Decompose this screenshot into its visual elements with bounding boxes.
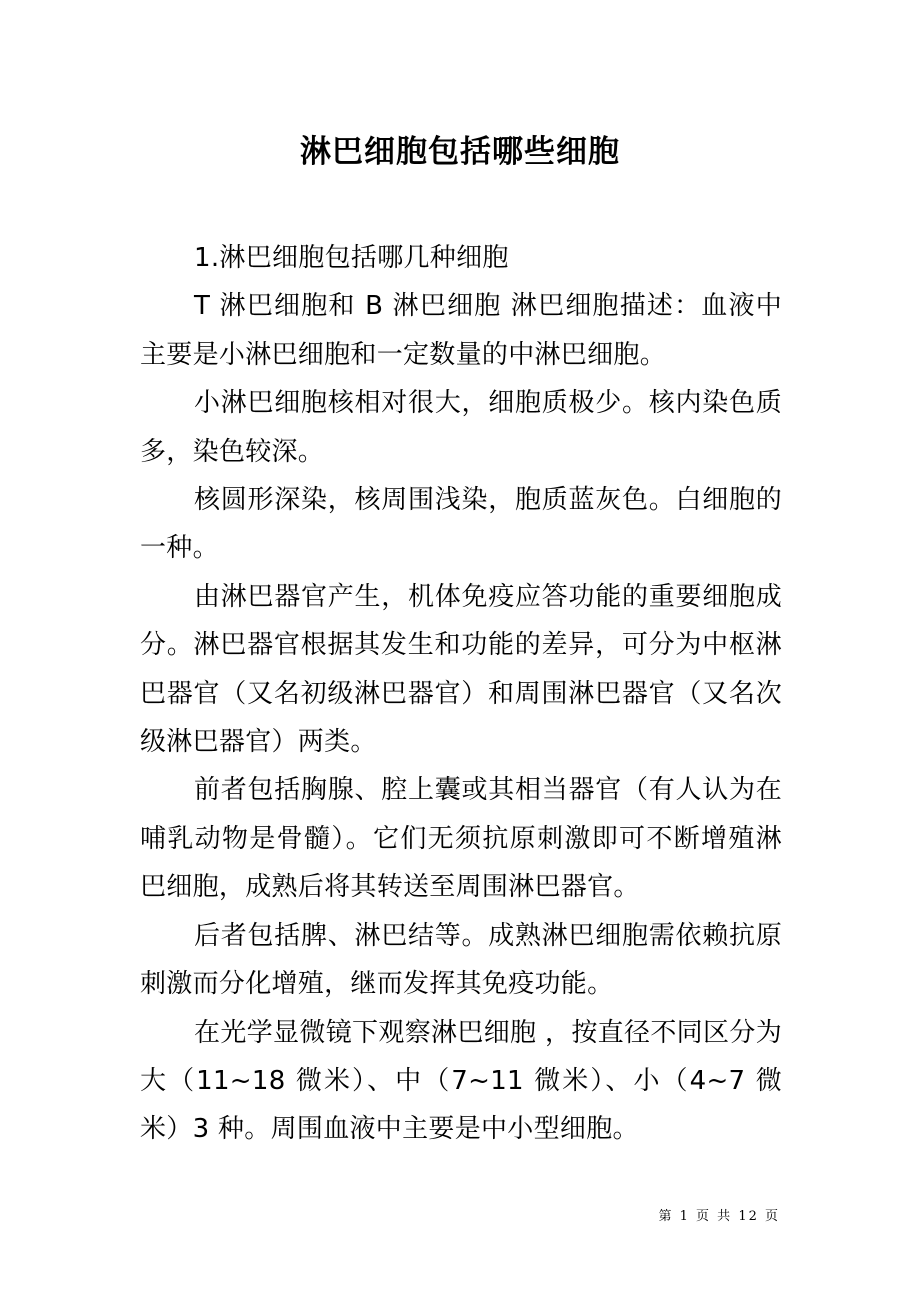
page-number-footer: 第 1 页 共 12 页: [658, 1209, 780, 1224]
paragraph-heading: 1.淋巴细胞包括哪几种细胞: [194, 243, 509, 273]
document-title: 淋巴细胞包括哪些细胞: [300, 134, 620, 170]
paragraph: T 淋巴细胞和 B 淋巴细胞 淋巴细胞描述：血液中主要是小淋巴细胞和一定数量的中淋巴细胞。: [140, 291, 782, 370]
paragraph: 小淋巴细胞核相对很大，细胞质极少。核内染色质多，染色较深。: [140, 388, 782, 467]
paragraph: 前者包括胸腺、腔上囊或其相当器官（有人认为在哺乳动物是骨髓）。它们无须抗原刺激即可不断增殖淋巴细胞，成熟后将其转送至周围淋巴器官。: [140, 775, 782, 903]
paragraph: 核圆形深染，核周围浅染，胞质蓝灰色。白细胞的一种。: [140, 485, 782, 564]
paragraph: 后者包括脾、淋巴结等。成熟淋巴细胞需依赖抗原刺激而分化增殖，继而发挥其免疫功能。: [140, 920, 782, 1000]
paragraph: 由淋巴器官产生，机体免疫应答功能的重要细胞成分。淋巴器官根据其发生和功能的差异，可分为中枢淋巴器官（又名初级淋巴器官）和周围淋巴器官（又名次级淋巴器官）两类。: [140, 581, 782, 758]
document-body: [140, 234, 782, 1154]
paragraph: 在光学显微镜下观察淋巴细胞 ，按直径不同区分为大（11~18 微米）、中（7~11 微米）、小（4~7 微米）3 种。周围血液中主要是中小型细胞。: [140, 1017, 782, 1145]
